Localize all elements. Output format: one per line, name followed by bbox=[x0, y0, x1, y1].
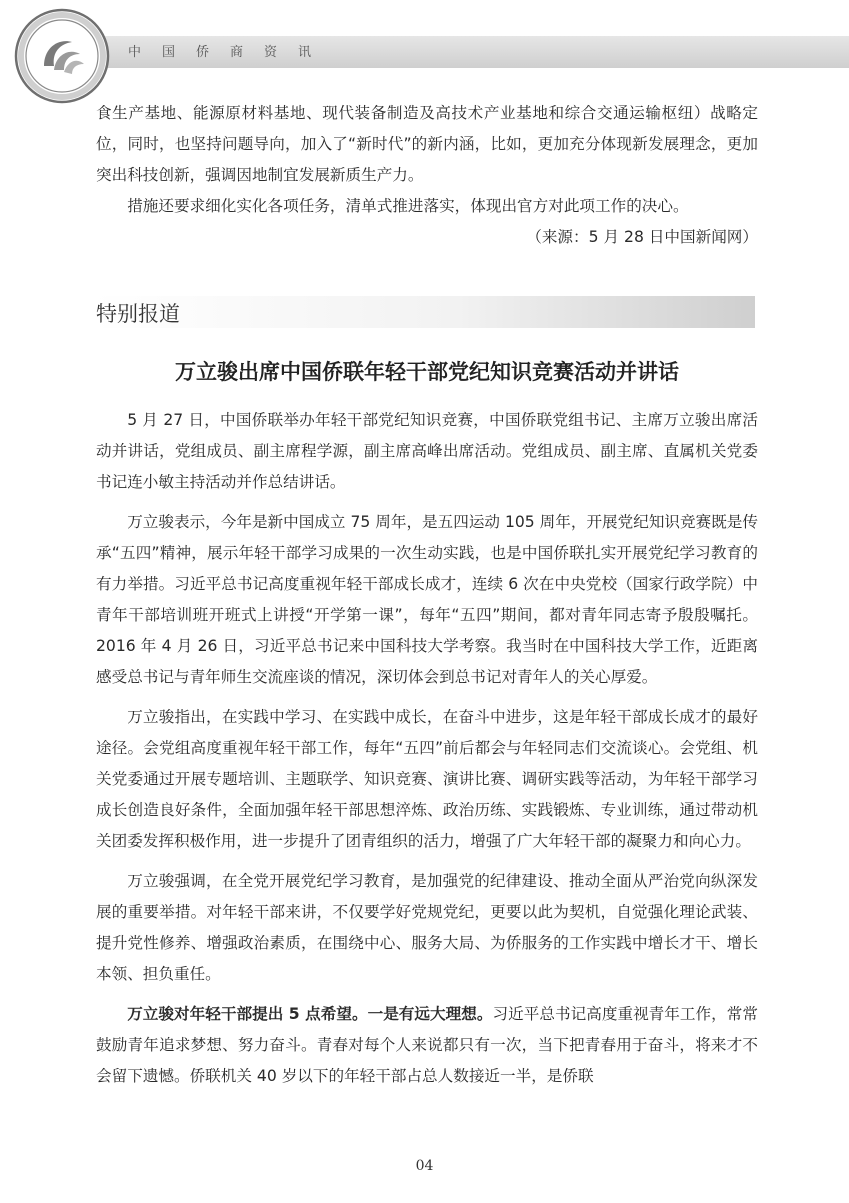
paragraph: 5 月 27 日，中国侨联举办年轻干部党纪知识竞赛，中国侨联党组书记、主席万立骏出席活动并讲话，党组成员、副主席程学源，副主席高峰出席活动。党组成员、副主席、直属机关党委书记连小敏主持活动并作总结讲话。 bbox=[96, 411, 758, 491]
paragraph: 万立骏强调，在全党开展党纪学习教育，是加强党的纪律建设、推动全面从严治党向纵深发展的重要举措。对年轻干部来讲，不仅要学好党规党纪，更要以此为契机，自觉强化理论武装、提升党性修养、增强政治素质，在围绕中心、服务大局、为侨服务的工作实践中增长才干、增长本领、担负重任。 bbox=[96, 872, 758, 983]
source-note: （来源：5 月 28 日中国新闻网） bbox=[526, 228, 758, 246]
paragraph: 措施还要求细化实化各项任务，清单式推进落实，体现出官方对此项工作的决心。 bbox=[127, 197, 689, 215]
section-title: 特别报道 bbox=[96, 302, 180, 326]
paragraph bbox=[96, 999, 758, 1092]
header-title: 中国侨商资讯 bbox=[128, 45, 333, 60]
previous-article-continuation bbox=[96, 98, 758, 253]
paragraph: 万立骏指出，在实践中学习、在实践中成长，在奋斗中进步，这是年轻干部成长成才的最好途径。会党组高度重视年轻干部工作，每年“五四”前后都会与年轻同志们交流谈心。会党组、机关党委通过开展专题培训、主题联学、知识竞赛、演讲比赛、调研实践等活动，为年轻干部学习成长创造良好条件，全面加强年轻干部思想淬炼、政治历练、实践锻炼、专业训练，通过带动机关团委发挥积极作用，进一步提升了团青组织的活力，增强了广大年轻干部的凝聚力和向心力。 bbox=[96, 708, 758, 850]
section-header-band bbox=[93, 296, 755, 328]
paragraph: 万立骏表示，今年是新中国成立 75 周年，是五四运动 105 周年，开展党纪知识竞赛既是传承“五四”精神，展示年轻干部学习成果的一次生动实践，也是中国侨联扎实开展党纪学习教育的有力举措。习近平总书记高度重视年轻干部成长成才，连续 6 次在中央党校（国家行政学院）中青年干部培训班开班式上讲授“开学第一课”，每年“五四”期间，都对青年同志寄予殷殷嘱托。2016 年 4 月 26 日，习近平总书记来中国科技大学考察。我当时在中国科技大学工作，近距离感受总书记与青年师生交流座谈的情况，深切体会到总书记对青年人的关心厚爱。 bbox=[96, 513, 758, 686]
paragraph: 食生产基地、能源原材料基地、现代装备制造及高技术产业基地和综合交通运输枢纽）战略定位，同时，也坚持问题导向，加入了“新时代”的新内涵，比如，更加充分体现新发展理念，更加突出科技创新，强调因地制宜发展新质生产力。 bbox=[96, 104, 758, 184]
organization-logo bbox=[14, 8, 110, 104]
bold-lead-text: 万立骏对年轻干部提出 5 点希望。一是有远大理想。 bbox=[127, 1005, 493, 1023]
paragraph-text: 习近平总书记高度重视青年工作，常常鼓励青年追求梦想、努力奋斗。青春对每个人来说都只有一次，当下把青春用于奋斗，将来才不会留下遗憾。侨联机关 40 岁以下的年轻干部占总人数接近一半，是侨联 bbox=[96, 1005, 758, 1085]
article-body bbox=[96, 405, 758, 1101]
page-number: 04 bbox=[415, 1158, 434, 1174]
article-title: 万立骏出席中国侨联年轻干部党纪知识竞赛活动并讲话 bbox=[175, 360, 679, 384]
